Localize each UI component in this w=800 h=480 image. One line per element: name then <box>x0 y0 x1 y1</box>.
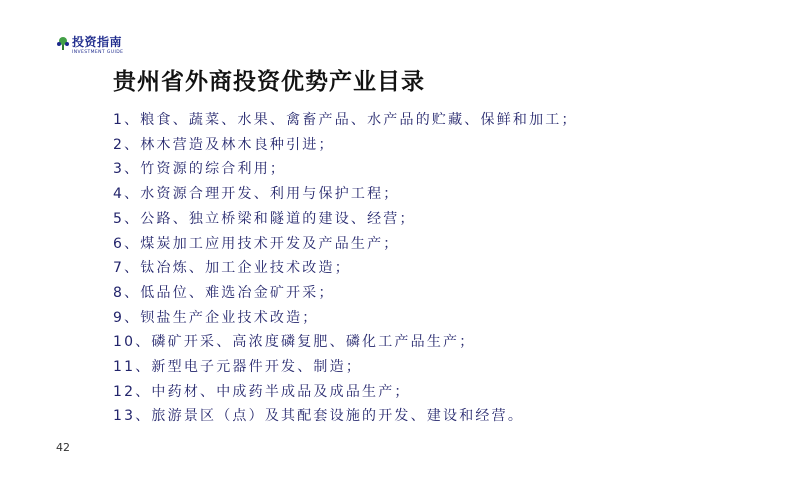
list-item: 12、中药材、中成药半成品及成品生产； <box>113 383 411 400</box>
list-item: 7、钛冶炼、加工企业技术改造； <box>113 260 351 277</box>
list-item: 5、公路、独立桥梁和隧道的建设、经营； <box>113 210 416 227</box>
investment-guide-logo <box>56 32 126 62</box>
page-title: 贵州省外商投资优势产业目录 <box>113 69 425 95</box>
list-item: 2、林木营造及林木良种引进； <box>113 136 335 153</box>
list-item: 3、竹资源的综合利用； <box>113 161 287 178</box>
logo-text: 投资指南 <box>72 35 123 49</box>
list-item: 13、旅游景区（点）及其配套设施的开发、建设和经营。 <box>113 408 525 425</box>
page-number: 42 <box>56 441 70 454</box>
industry-list <box>113 108 578 429</box>
logo-subtext: INVESTMENT GUIDE <box>72 50 124 55</box>
list-item: 8、低品位、难选冶金矿开采； <box>113 284 335 301</box>
list-item: 10、磷矿开采、高浓度磷复肥、磷化工产品生产； <box>113 334 476 351</box>
list-item: 1、粮食、蔬菜、水果、禽畜产品、水产品的贮藏、保鲜和加工； <box>113 112 578 128</box>
list-item: 6、煤炭加工应用技术开发及产品生产； <box>113 235 400 252</box>
list-item: 4、水资源合理开发、利用与保护工程； <box>113 186 400 203</box>
tree-figure-icon <box>56 36 70 50</box>
list-item: 9、钡盐生产企业技术改造； <box>113 309 319 326</box>
list-item: 11、新型电子元器件开发、制造； <box>113 359 363 376</box>
